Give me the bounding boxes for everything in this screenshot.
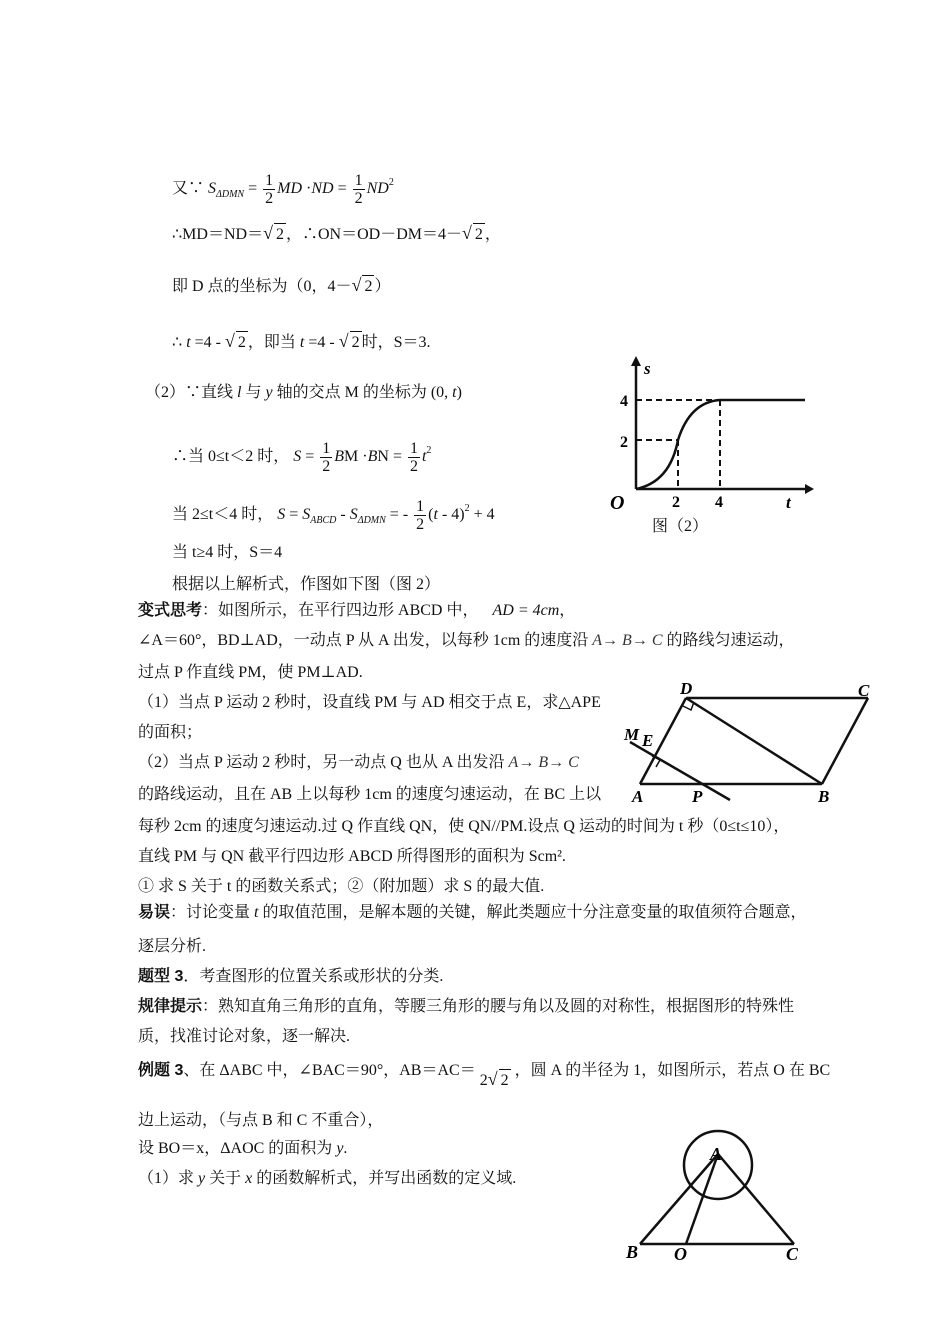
origin-label: O bbox=[610, 492, 625, 514]
label-o: O bbox=[674, 1244, 687, 1264]
side-cb bbox=[822, 698, 868, 784]
variant-heading: 变式思考 bbox=[138, 602, 203, 619]
errors-line-1: 易误：讨论变量 t 的取值范围，是解本题的关键，解此类题应十分注意变量的取值须符合题意， bbox=[138, 904, 807, 921]
label-b: B bbox=[626, 1242, 639, 1262]
x-tick-2: 2 bbox=[672, 494, 680, 511]
y-tick-4: 4 bbox=[620, 393, 628, 410]
variant-line-1: 变式思考：如图所示，在平行四边形 ABCD 中， AD = 4cm， bbox=[138, 602, 576, 619]
errors-heading: 易误 bbox=[138, 904, 171, 921]
label-a: A bbox=[710, 1144, 723, 1164]
variant-line-4: （1）当点 P 运动 2 秒时，设直线 PM 与 AD 相交于点 E，求△APE bbox=[138, 694, 601, 711]
rule-heading: 规律提示 bbox=[138, 998, 203, 1015]
variant-line-9: 直线 PM 与 QN 截平行四边形 ABCD 所得图形的面积为 Scm². bbox=[138, 848, 566, 865]
label-m: M bbox=[624, 725, 640, 744]
x-tick-4: 4 bbox=[715, 494, 723, 511]
label-e: E bbox=[642, 731, 654, 750]
line-t-value: ∴ t =4 - √ 2 ，即当 t =4 - √ 2 时，S＝3. bbox=[172, 330, 431, 354]
figure-2-graph bbox=[600, 352, 815, 542]
axis-label-t: t bbox=[786, 493, 791, 512]
label-d: D bbox=[680, 679, 693, 698]
x-axis-arrow bbox=[805, 484, 814, 494]
triangle-figure bbox=[620, 1120, 820, 1270]
errors-line-2: 逐层分析. bbox=[138, 938, 207, 955]
line-conclusion: 根据以上解析式，作图如下图（图 2） bbox=[172, 576, 441, 593]
side-ac bbox=[718, 1154, 794, 1244]
example3-line-3: 设 BO＝x，ΔAOC 的面积为 y. bbox=[138, 1140, 348, 1157]
variant-line-6: （2）当点 P 运动 2 秒时，另一动点 Q 也从 A 出发沿 A→ B→ C bbox=[138, 754, 579, 771]
label-c: C bbox=[858, 681, 870, 700]
line-d-coordinate: 即 D 点的坐标为（0，4－√ 2 ） bbox=[172, 274, 390, 298]
label-c: C bbox=[786, 1244, 799, 1264]
example3-heading: 例题 3 bbox=[138, 1062, 184, 1079]
type3-line: 题型 3．考查图形的位置关系或形状的分类. bbox=[138, 968, 444, 985]
parallelogram-figure bbox=[620, 678, 880, 808]
line-case3: 当 t≥4 时，S＝4 bbox=[172, 544, 283, 561]
label-p: P bbox=[692, 787, 703, 806]
line-md-nd: ∴MD＝ND＝√ 2 ，∴ON＝OD－DM＝4－√ 2 ， bbox=[172, 222, 501, 246]
line-case1: ∴当 0≤t＜2 时， S = $\frac{1}{2}$ BM ·BN = $\frac{1}{2}$ $t^2$ bbox=[172, 440, 432, 475]
line-case2: 当 2≤t＜4 时， $S = S_{ABCD} - S_{\Delta DMN}$ = - $\frac{1}{2}$ (t - 4)$^2$ + 4 bbox=[172, 498, 495, 533]
label-b: B bbox=[818, 787, 830, 806]
line-pm bbox=[630, 742, 730, 800]
variant-line-8: 每秒 2cm 的速度匀速运动.过 Q 作直线 QN，使 QN//PM.设点 Q 运动的时间为 t 秒（0≤t≤10）， bbox=[138, 818, 790, 835]
line-part2: （2）∵直线 l 与 y 轴的交点 M 的坐标为 (0, t) bbox=[145, 384, 462, 401]
example3-line-2: 边上运动，（与点 B 和 C 不重合）， bbox=[138, 1112, 384, 1129]
variant-line-2: ∠A＝60°，BD⊥AD，一动点 P 从 A 出发，以每秒 1cm 的速度沿 A→ B→ C 的路线匀速运动， bbox=[138, 632, 795, 649]
example3-line-4: （1）求 y 关于 x 的函数解析式，并写出函数的定义域. bbox=[138, 1170, 517, 1187]
line-area-formula: 又∵ $S_{\Delta DMN}$ = $\frac{1}{2}$ MD ·ND = $\frac{1}{2}$ $ND^2$ bbox=[172, 172, 394, 207]
side-ab bbox=[640, 1154, 718, 1244]
variant-line-5: 的面积； bbox=[138, 724, 203, 741]
rule-line-2: 质，找准讨论对象，逐一解决. bbox=[138, 1028, 351, 1045]
text-prefix: 又∵ bbox=[172, 180, 205, 198]
type3-heading: 题型 3 bbox=[138, 968, 184, 985]
rule-line-1: 规律提示：熟知直角三角形的直角，等腰三角形的腰与角以及圆的对称性，根据图形的特殊性 bbox=[138, 998, 795, 1015]
circle-a bbox=[684, 1131, 752, 1199]
variant-line-7: 的路线运动，且在 AB 上以每秒 1cm 的速度匀速运动，在 BC 上以 bbox=[138, 786, 602, 803]
figure-2-caption: 图（2） bbox=[652, 518, 709, 535]
variant-line-10: ① 求 S 关于 t 的函数关系式；②（附加题）求 S 的最大值. bbox=[138, 878, 545, 895]
diagonal-bd bbox=[686, 698, 822, 784]
y-tick-2: 2 bbox=[620, 434, 628, 451]
y-axis-arrow bbox=[631, 356, 641, 366]
variant-line-3: 过点 P 作直线 PM，使 PM⊥AD. bbox=[138, 664, 363, 681]
example3-line-1: 例题 3、在 ΔABC 中，∠BAC＝90°，AB＝AC＝ 2√ 2 ，圆 A 的半径为 1，如图所示，若点 O 在 BC bbox=[138, 1058, 830, 1082]
label-a: A bbox=[632, 787, 644, 806]
axis-label-s: s bbox=[644, 359, 651, 378]
